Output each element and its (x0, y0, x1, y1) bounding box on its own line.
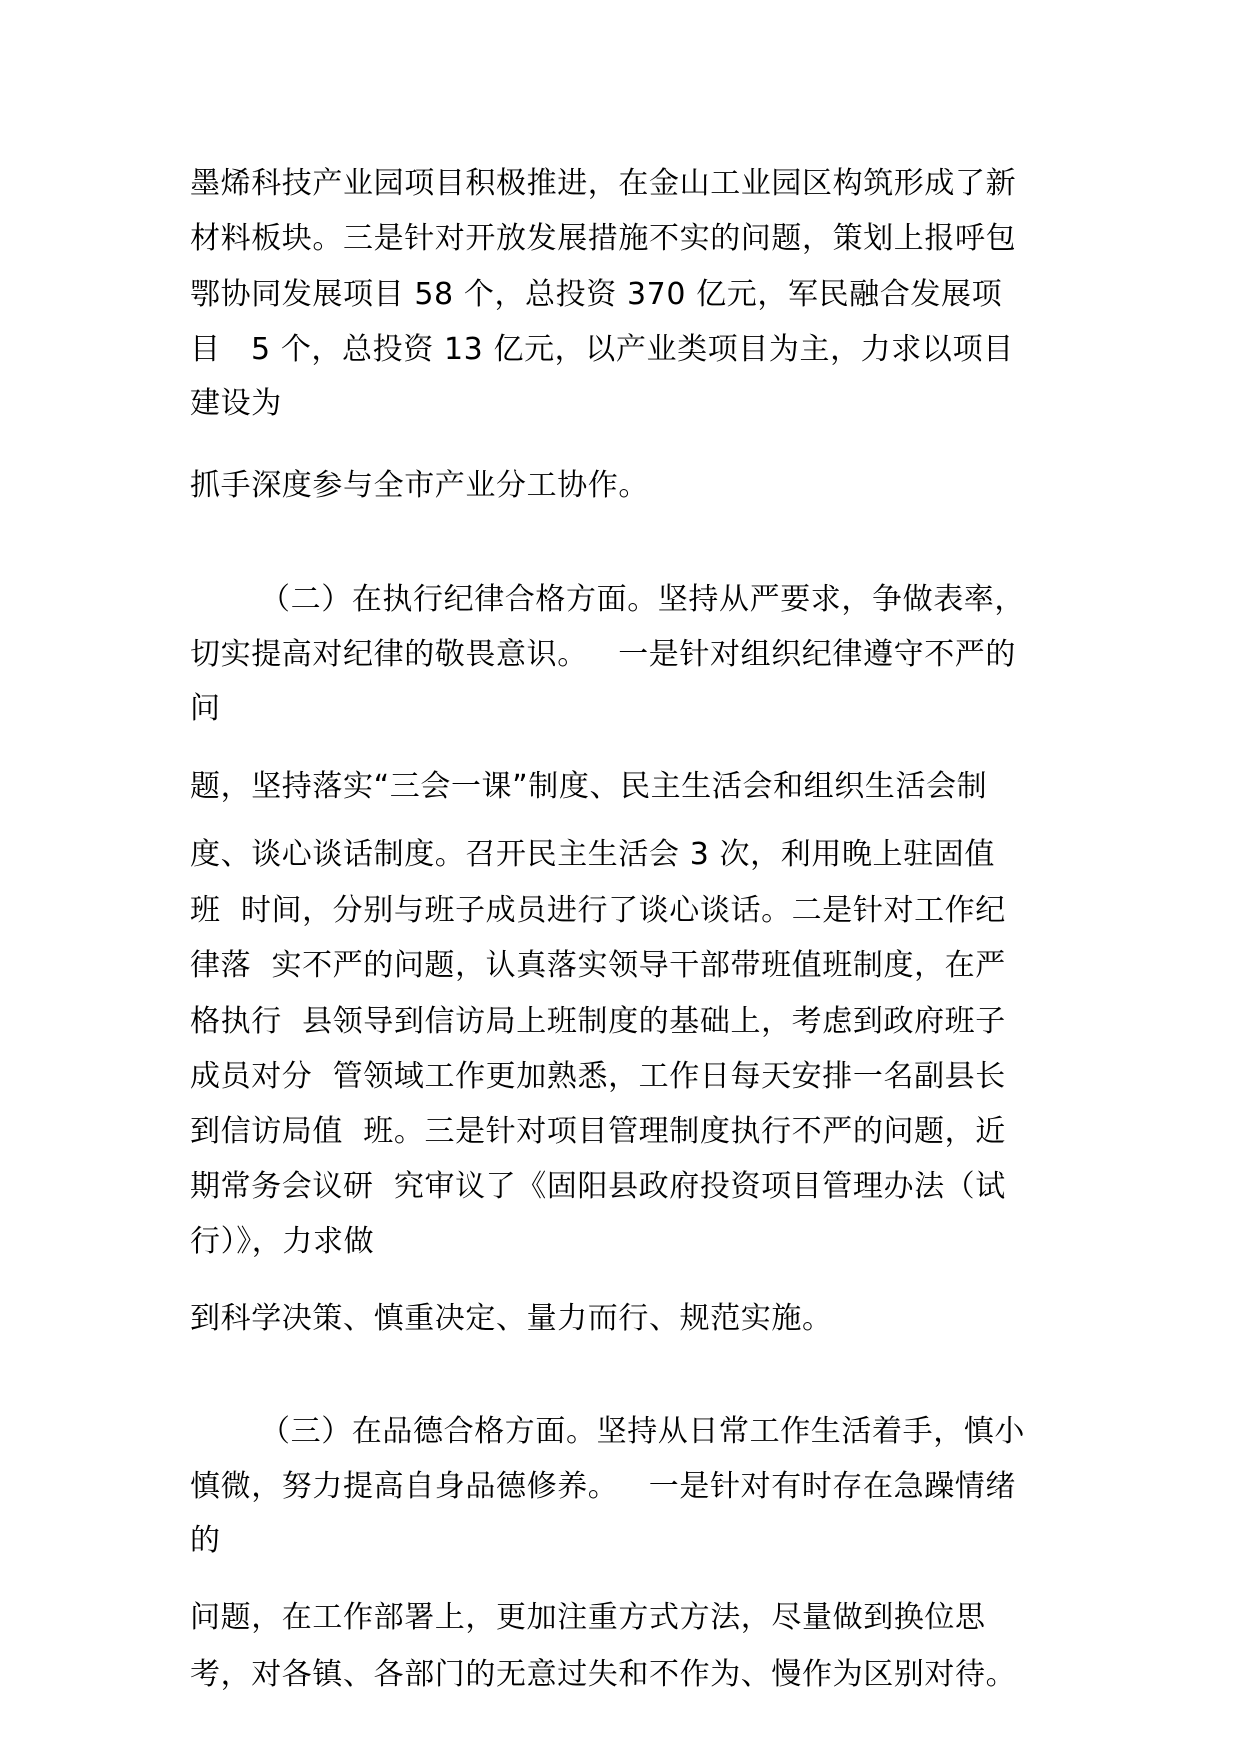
text-line: 格执行 县领导到信访局上班制度的基础上，考虑到政府班子 (190, 1004, 1006, 1039)
text-line: 题，坚持落实“三会一课”制度、民主生活会和组织生活会制 (190, 769, 988, 804)
text-line: 切实提高对纪律的敬畏意识。 一是针对组织纪律遵守不严的 (190, 637, 1017, 672)
text-line: 问题，在工作部署上，更加注重方式方法，尽量做到换位思 (190, 1600, 986, 1635)
text-line: （三）在品德合格方面。坚持从日常工作生活着手，慎小 (260, 1414, 1025, 1449)
text-line: 考，对各镇、各部门的无意过失和不作为、慢作为区别对待。 (190, 1657, 1017, 1692)
text-line: 鄂协同发展项目 58 个，总投资 370 亿元，军民融合发展项 (190, 277, 1003, 312)
text-line: 律落 实不严的问题，认真落实领导干部带班值班制度，在严 (190, 948, 1006, 983)
text-line: 抓手深度参与全市产业分工协作。 (190, 468, 649, 503)
text-line: （二）在执行纪律合格方面。坚持从严要求，争做表率， (260, 582, 1025, 617)
text-line: 到科学决策、慎重决定、量力而行、规范实施。 (190, 1301, 833, 1336)
text-line: 行）》，力求做 (190, 1224, 375, 1259)
text-line: 建设为 (190, 386, 282, 421)
text-line: 的 (190, 1523, 221, 1558)
text-line: 成员对分 管领域工作更加熟悉，工作日每天安排一名副县长 (190, 1059, 1006, 1094)
text-line: 期常务会议研 究审议了《固阳县政府投资项目管理办法（试 (190, 1169, 1006, 1204)
text-line: 材料板块。三是针对开放发展措施不实的问题，策划上报呼包 (190, 221, 1017, 256)
text-line: 班 时间，分别与班子成员进行了谈心谈话。二是针对工作纪 (190, 893, 1006, 928)
text-line: 目 5 个，总投资 13 亿元，以产业类项目为主，力求以项目 (190, 332, 1014, 367)
text-line: 墨烯科技产业园项目积极推进，在金山工业园区构筑形成了新 (190, 166, 1017, 201)
text-line: 度、谈心谈话制度。召开民主生活会 3 次，利用晚上驻固值 (190, 837, 995, 872)
text-line: 到信访局值 班。三是针对项目管理制度执行不严的问题，近 (190, 1114, 1006, 1149)
text-line: 慎微，努力提高自身品德修养。 一是针对有时存在急躁情绪 (190, 1469, 1017, 1504)
text-line: 问 (190, 691, 221, 726)
